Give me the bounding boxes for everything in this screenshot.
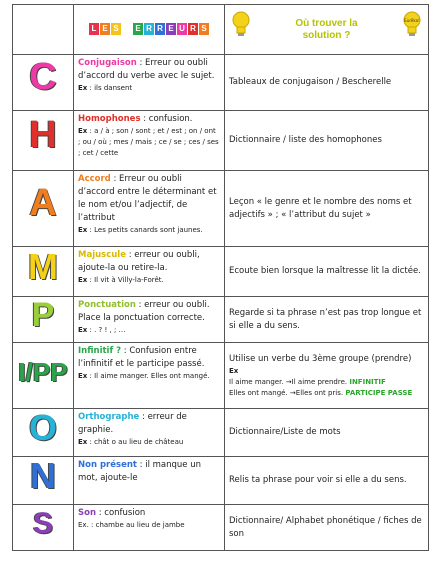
letter-cell	[13, 505, 74, 551]
code-letter-m: M	[28, 245, 58, 287]
error-text: : erreur ou oubli. Place la ponctuation correcte.	[78, 300, 210, 323]
title-letter-tile: L	[89, 23, 99, 35]
table-row	[13, 343, 429, 409]
example-text: Elles ont mangé. →Elles ont pris.	[229, 388, 344, 397]
example-label: Ex.	[78, 521, 89, 529]
table-header-row	[13, 5, 429, 55]
error-example	[78, 275, 220, 286]
table-row	[13, 409, 429, 457]
solution-text: Regarde si ta phrase n’est pas trop longue et si elle a du sens.	[225, 297, 429, 343]
error-term: Son	[78, 508, 97, 518]
solution-text: Utilise un verbe du 3ème groupe (prendre)	[229, 353, 412, 364]
solution-title-line1: Où trouver la	[295, 17, 358, 29]
error-term: Ponctuation	[78, 300, 136, 310]
error-text: : Erreur ou oubli d’accord du verbe avec le sujet.	[78, 58, 215, 81]
title-letter-tile: R	[155, 23, 165, 35]
solution-text: Dictionnaire/ Alphabet phonétique / fiches de son	[225, 505, 429, 551]
error-text: : confusion	[96, 508, 146, 518]
title-letter-tile: R	[144, 23, 154, 35]
solution-text: Dictionnaire / liste des homophones	[225, 111, 429, 171]
error-description	[74, 409, 225, 457]
example-text: : a / à ; son / sont ; et / est ; on / ont ; ou / où ; mes / mais ; ce / se ; ces / ses ; cet / cette	[78, 127, 219, 157]
letter-cell	[13, 55, 74, 111]
letter-cell	[13, 343, 74, 409]
example-text: : chambe au lieu de jambe	[88, 521, 185, 529]
error-term: Majuscule	[78, 250, 126, 260]
example-text: : Les petits canards sont jaunes.	[87, 226, 203, 234]
infinitif-tag: INFINITIF	[349, 377, 386, 386]
error-description	[74, 297, 225, 343]
code-letter-n: N	[30, 454, 56, 496]
error-example	[78, 83, 220, 94]
table-row	[13, 247, 429, 297]
letter-cell	[13, 406, 74, 457]
example-text: : Il vit à Villy-la-Forêt.	[87, 276, 164, 284]
solution-title-line2: solution ?	[302, 29, 351, 41]
error-example	[78, 126, 220, 159]
title-letter-tile: U	[177, 23, 187, 35]
table-row	[13, 55, 429, 111]
solution-text: Relis ta phrase pour voir si elle a du sens.	[225, 457, 429, 505]
code-letter-s: S	[32, 507, 53, 540]
solution-example-2	[229, 388, 424, 399]
participe-passe-tag: PARTICIPE PASSE	[345, 388, 413, 397]
letter-cell	[13, 454, 74, 505]
solution-cell	[225, 343, 429, 409]
error-description	[74, 505, 225, 551]
error-example	[78, 371, 220, 382]
code-letter-a: A	[29, 182, 57, 224]
table-row	[13, 111, 429, 171]
error-example	[78, 520, 220, 531]
code-letter-ipp: I/PP	[18, 356, 68, 387]
solution-text: Leçon « le genre et le nombre des noms et adjectifs » ; « l’attribut du sujet »	[225, 171, 429, 247]
error-description	[74, 457, 225, 505]
header-solution-cell	[225, 5, 429, 55]
title-letter-tile: E	[100, 23, 110, 35]
error-term: Non présent	[78, 460, 137, 470]
error-text: : Erreur ou oubli d’accord entre le déterminant et le nom et/ou l’adjectif, de l’attribut	[78, 174, 217, 223]
code-letter-h: H	[29, 114, 57, 156]
solution-example-1	[229, 377, 424, 388]
example-text: : . ? ! , ; …	[87, 326, 126, 334]
example-label: Ex	[78, 127, 88, 135]
table-row	[13, 297, 429, 343]
error-text: : confusion.	[140, 114, 193, 124]
table-row	[13, 505, 429, 551]
error-code-table	[12, 4, 429, 551]
eureka-bulb-icon	[402, 11, 422, 37]
header-errors-cell	[74, 5, 225, 55]
example-label: Ex	[229, 366, 239, 375]
example-label: Ex	[78, 276, 88, 284]
error-description	[74, 343, 225, 409]
error-term: Homophones	[78, 114, 141, 124]
error-example	[78, 325, 220, 336]
solution-example-label	[229, 366, 424, 377]
title-letter-tile	[122, 23, 132, 35]
example-text: : Il aime manger. Elles ont mangé.	[87, 372, 210, 380]
error-text: : il manque un mot, ajoute-le	[78, 460, 202, 483]
example-text: Il aime manger. →Il aime prendre.	[229, 377, 348, 386]
error-description	[74, 55, 225, 111]
title-letter-tile: E	[133, 23, 143, 35]
error-text: : Confusion entre l’infinitif et le participe passé.	[78, 346, 205, 369]
example-label: Ex	[78, 226, 88, 234]
example-label: Ex	[78, 326, 88, 334]
table-row	[13, 457, 429, 505]
example-text: : ils dansent	[87, 84, 133, 92]
solution-text: Tableaux de conjugaison / Bescherelle	[225, 55, 429, 111]
code-letter-c: C	[29, 56, 57, 98]
example-text: : chât o au lieu de château	[87, 438, 184, 446]
solution-text: Dictionnaire/Liste de mots	[225, 409, 429, 457]
error-description	[74, 171, 225, 247]
errors-title	[89, 23, 209, 35]
solution-text: Ecoute bien lorsque la maîtresse lit la dictée.	[225, 247, 429, 297]
table-row	[13, 171, 429, 247]
error-text: : erreur de graphie.	[78, 412, 187, 435]
header-empty-cell	[13, 5, 74, 55]
code-letter-o: O	[28, 406, 57, 448]
svg-text:Eurêka!: Eurêka!	[404, 18, 420, 23]
title-letter-tile: S	[199, 23, 209, 35]
lightbulb-icon	[231, 11, 251, 37]
letter-cell	[13, 297, 74, 343]
code-letter-p: P	[31, 295, 55, 334]
error-term: Accord	[78, 174, 111, 184]
error-text: : erreur ou oubli, ajoute-la ou retire-la.	[78, 250, 200, 273]
example-label: Ex	[78, 438, 88, 446]
error-term: Infinitif ?	[78, 346, 122, 356]
title-letter-tile: R	[188, 23, 198, 35]
letter-cell	[13, 247, 74, 297]
error-example	[78, 225, 220, 236]
letter-cell	[13, 171, 74, 247]
error-description	[74, 111, 225, 171]
example-label: Ex	[78, 84, 88, 92]
error-term: Orthographe	[78, 412, 140, 422]
example-label: Ex	[78, 372, 88, 380]
error-term: Conjugaison	[78, 58, 137, 68]
title-letter-tile: S	[111, 23, 121, 35]
title-letter-tile: E	[166, 23, 176, 35]
error-description	[74, 247, 225, 297]
letter-cell	[13, 111, 74, 171]
error-example	[78, 437, 220, 448]
